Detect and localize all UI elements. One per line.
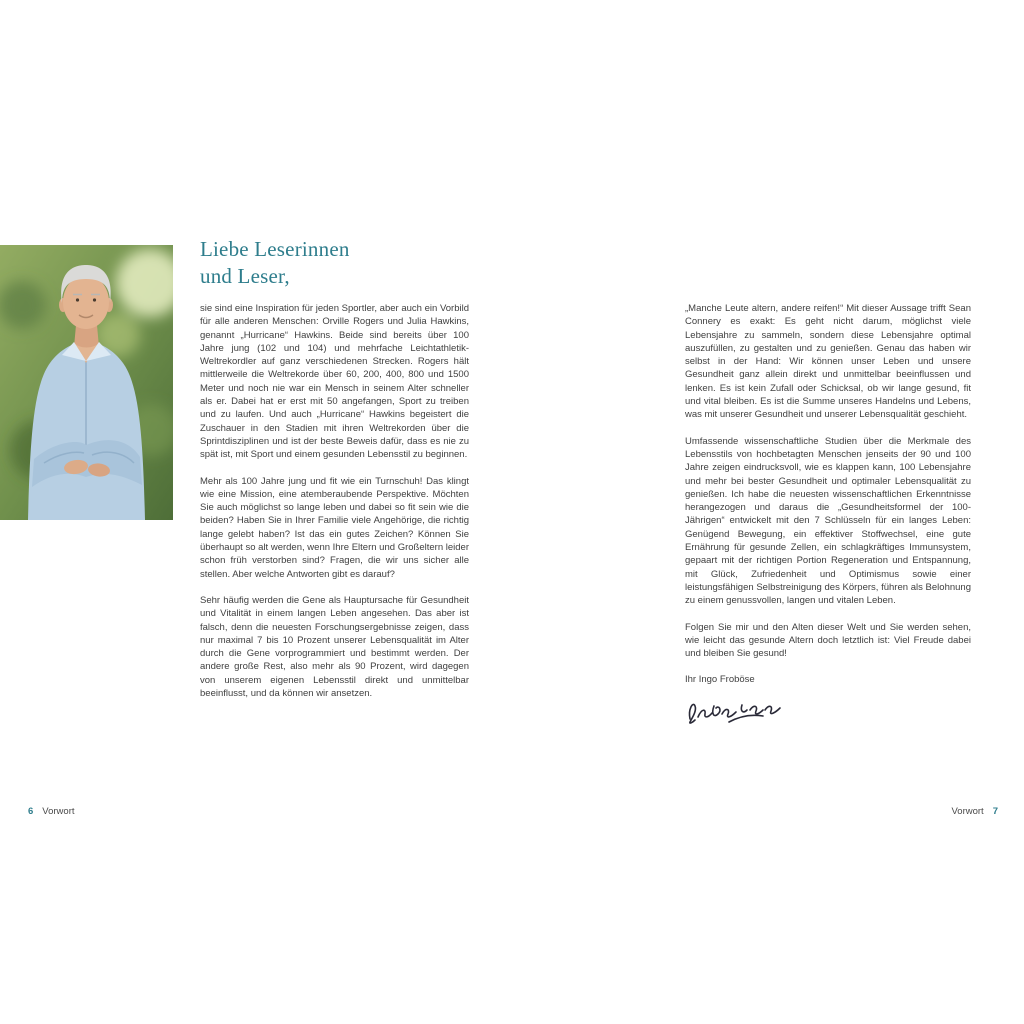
heading-line-1: Liebe Leserinnen — [200, 237, 350, 261]
chapter-label-right: Vorwort — [951, 806, 984, 817]
page-number-right: 7 — [992, 806, 998, 817]
chapter-label-left: Vorwort — [42, 806, 75, 817]
paragraph: Folgen Sie mir und den Alten dieser Welt und Sie werden sehen, wie leicht das gesunde Altern doch letztlich ist: Viel Freude dabei und bleiben Sie gesund! — [685, 621, 971, 660]
paragraph: Umfassende wissenschaftliche Studien über die Merkmale des Lebensstils von hochbetagten Menschen jenseits der 90 und 100 Jahre zeigen eindrucksvoll, wie es klappen kann, 100 Lebensjahre und mehr bei bester Gesundheit und optimaler Lebensqualität zu genießen. Ich habe die neuesten wissenschaftlichen Erkenntnisse herangezogen und daraus die „Gesundheitsformel der 100-Jährigen“ entwickelt mit den 7 Schlüsseln für ein langes Leben: Genügend Bewegung, ein effektiver Stoffwechsel, eine gute Ernährung für gesunde Zellen, ein schlagkräftiges Immunsystem, gepaart mit der richtigen Portion Regeneration und Entspannung, mit Glück, Zufriedenheit und Optimismus sowie einer leistungsfähigen Selbstreinigung des Körpers, führen als Belohnung zu einem genussvollen, langen und vitalen Leben. — [685, 435, 971, 607]
left-text-column — [200, 302, 469, 713]
right-text-column — [685, 302, 971, 729]
paragraph: „Manche Leute altern, andere reifen!“ Mit dieser Aussage trifft Sean Connery es exakt: Es geht nicht darum, möglichst viele Lebensjahre zu sammeln, sondern diese Lebensjahre optimal auszufüllen, zu gestalten und zu genießen. Genau das haben wir selbst in der Hand: Wir können unser Leben und unsere Gesundheit ganz allein direkt und unmittelbar beeinflussen und lenken. Es ist kein Zufall oder Schicksal, ob wir lange gesund, fit und vital bleiben. Es ist die Summe unseres Handelns und Lebens, was mit unserer Gesundheit und unserer Lebensqualität geschieht. — [685, 303, 971, 421]
signature — [685, 697, 785, 729]
left-page-footer — [28, 806, 75, 817]
paragraph: Mehr als 100 Jahre jung und fit wie ein Turnschuh! Das klingt wie eine Mission, eine atemberaubende Perspektive. Möchten Sie auch möglichst so lange leben und dabei so fit sein wie die beiden? Haben Sie in Ihrer Familie viele Angehörige, die richtig lange gelebt haben? Ist das ein gutes Zeichen? Können Sie überhaupt so alt werden, wenn Ihre Eltern und Großeltern leider schon früh verstorben sind? Fragen, die wir uns sicher alle stellen. Aber welche Antworten gibt es darauf? — [200, 475, 469, 580]
closing-line: Ihr Ingo Froböse — [685, 674, 755, 686]
author-photo — [0, 245, 173, 520]
signature-handwriting — [685, 697, 785, 727]
heading-line-2: und Leser, — [200, 264, 290, 288]
foreword-heading — [200, 236, 350, 290]
right-page-footer — [951, 806, 998, 817]
paragraph: Sehr häufig werden die Gene als Hauptursache für Gesundheit und Vitalität in einem langen Leben angesehen. Das aber ist falsch, denn die neuesten Forschungsergebnisse zeigen, dass nur maximal 7 bis 10 Prozent unserer Lebensqualität im Alter durch die Gene vorprogrammiert und bestimmt werden. Der andere große Rest, also mehr als 90 Prozent, wird dagegen von unserem eigenen Lebensstil direkt und unmittelbar beeinflusst, und da können wir ansetzen. — [200, 594, 469, 700]
paragraph: sie sind eine Inspiration für jeden Sportler, aber auch ein Vorbild für alle anderen Menschen: Orville Rogers und Julia Hawkins, genannt „Hurricane“ Hawkins. Beide sind bereits über 100 Jahre jung (102 und 104) und mehrfache Leichtathletik-Weltrekordler auf ganz verschiedenen Strecken. Rogers hält mittlerweile die Weltrekorde über 60, 200, 400, 800 und 1500 Meter und noch nie war ein Mensch in seinem Alter schneller als er. Dabei hat er erst mit 50 angefangen, Sport zu treiben und zu laufen. Und auch „Hurricane“ Hawkins begeistert die Zuschauer in den Stadien mit ihren Weltrekorden über die Sprintdisziplinen und ist der beste Beweis dafür, dass es nie zu spät ist, mit Sport und einem gesunden Lebensstil zu beginnen. — [200, 303, 469, 461]
page-number-left: 6 — [28, 806, 34, 817]
author-photo-illustration — [0, 245, 173, 520]
